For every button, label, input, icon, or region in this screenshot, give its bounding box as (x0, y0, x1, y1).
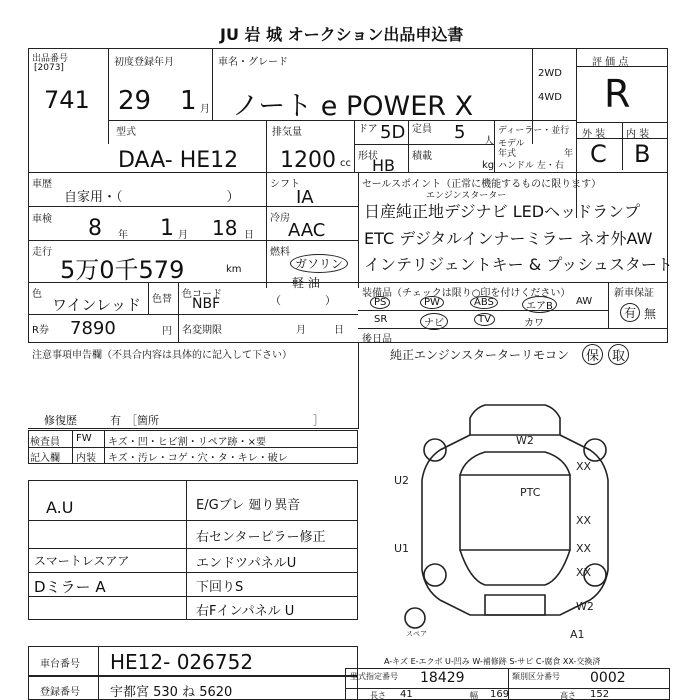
load-unit: kg (482, 160, 495, 171)
remark-right-2: 右センターピラー修正 (196, 530, 326, 545)
equipment-aw[interactable]: AW (576, 296, 593, 307)
equipment-abs[interactable]: ABS (470, 296, 498, 309)
mileage-label: 走行 (32, 247, 52, 258)
warranty-yes[interactable]: 有 (620, 303, 640, 322)
shift-label: シフト (270, 179, 300, 190)
displacement-label: 排気量 (272, 127, 302, 138)
lot-label: 出品番号 (32, 54, 69, 64)
mileage-unit: km (226, 264, 242, 275)
aircon-value: AAC (288, 220, 326, 241)
name-change-day: 日 (334, 325, 344, 336)
grade-int-label: 内 装 (626, 129, 650, 140)
remark-right-4: 下回りS (196, 580, 244, 595)
spec-length-label: 長さ (370, 691, 386, 700)
spec-width-label: 幅 (470, 691, 478, 700)
equipment-pw[interactable]: PW (420, 296, 444, 309)
repair-value: 有 (110, 414, 121, 427)
spec-class-label: 類別区分番号 (512, 672, 560, 681)
inspection-month-unit: 月 (178, 230, 188, 241)
spec-width-value: 169 (490, 689, 510, 700)
lot-code: [2073] (34, 63, 64, 73)
dmg-mark-u2: U2 (394, 474, 410, 487)
body-shape-label: 形状 (358, 151, 378, 162)
load-label: 積載 (412, 151, 432, 162)
dmg-mark-xx2: XX (576, 514, 592, 527)
repair-place: ［箇所 ］ (126, 414, 324, 427)
dmg-mark-u1: U1 (394, 542, 410, 555)
spec-model-code-value: 18429 (420, 670, 465, 686)
inspector-int-items: キズ・汚レ・コゲ・穴・タ・キレ・破レ (108, 453, 288, 464)
selling-points-label: セールスポイント（正常に機能するものに限ります） (362, 179, 602, 190)
registration-month: 1 (180, 86, 197, 116)
warranty-no[interactable]: 無 (644, 307, 657, 321)
drive-4wd[interactable]: 4WD (538, 92, 562, 103)
legend-text: A-キズ E-エクボ U-凹み W-補修跡 S-サビ C-腐食 XX-交換済 (384, 657, 601, 666)
shift-value: IA (296, 187, 314, 208)
model-label: 型式 (116, 127, 136, 138)
accessories-status-yes[interactable]: 保 (582, 344, 603, 365)
inspection-label: 車検 (32, 214, 52, 225)
inspector-fw-items: キズ・凹・ヒビ割・リペア跡・×要 (108, 437, 266, 448)
displacement-unit: cc (340, 158, 351, 169)
inspection-month: 1 (160, 216, 174, 241)
doors-label: ドア (358, 124, 378, 135)
usage-label: 車歴 (32, 179, 52, 190)
remark-right-1: E/Gブレ 廻り異音 (196, 498, 301, 513)
registration-label: 初度登録年月 (114, 57, 174, 68)
color-value: ワインレッド (52, 296, 142, 314)
dmg-mark-w2-bottom: W2 (576, 600, 594, 613)
accessories-value: 純正エンジンスターターリモコン (390, 348, 570, 362)
equipment-sr[interactable]: SR (374, 314, 388, 325)
grade-ext-label: 外 装 (582, 129, 606, 140)
grade-value: R (604, 72, 631, 116)
dmg-mark-xx1: XX (576, 460, 592, 473)
accessories-label: 後日品 (362, 334, 392, 345)
inspection-day: 18 (212, 216, 238, 240)
reg-number-label: 登録番号 (40, 687, 80, 698)
inspector-int-label: 内装 (76, 453, 96, 464)
recycle-label: R券 (32, 325, 49, 336)
inspector-label1: 検査員 (30, 437, 60, 448)
drive-2wd[interactable]: 2WD (538, 68, 562, 79)
spare-tire-label: スペア (406, 630, 427, 638)
fuel-gasoline[interactable]: ガソリン (290, 254, 348, 273)
recycle-unit: 円 (162, 326, 172, 337)
inspection-day-unit: 日 (244, 230, 254, 241)
remark-left-4: Dミラー A (34, 578, 106, 596)
selling-points-note: エンジンスターター (426, 191, 507, 201)
equipment-tv[interactable]: TV (474, 313, 495, 326)
color-label: 色 (32, 289, 42, 300)
car-name-value: ノート e POWER X (232, 91, 474, 122)
name-change-label: 名変期限 (182, 325, 222, 336)
selling-points-line1: 日産純正地デジナビ LEDヘッドランプ (364, 202, 641, 221)
equipment-airbag[interactable]: エアB (522, 296, 557, 313)
form-title: JU 岩 城 オークション出品申込書 (220, 25, 464, 44)
recycle-value: 7890 (70, 318, 116, 339)
fuel-label: 燃料 (270, 247, 290, 258)
selling-points-line3: インテリジェントキー & プッシュスタート (364, 255, 673, 274)
equipment-kawa[interactable]: カワ (524, 318, 544, 329)
spec-class-value: 0002 (590, 670, 626, 686)
remark-left-3: スマートレスアア (34, 554, 130, 568)
car-damage-diagram (380, 400, 640, 640)
dmg-mark-xx4: XX (576, 566, 592, 579)
dmg-mark-w2-top: W2 (516, 434, 534, 447)
reg-number-value: 宇都宮 530 ね 5620 (110, 685, 233, 700)
capacity-unit: 人 (484, 136, 494, 147)
inspection-year-unit: 年 (118, 230, 128, 241)
name-change-month: 月 (296, 325, 306, 336)
dealer-year-label: 年式 (498, 149, 517, 159)
inspector-label2: 記入欄 (30, 453, 60, 464)
dealer-year-suffix: 年 (564, 149, 574, 159)
chassis-label: 車台番号 (40, 659, 80, 670)
model-value: DAA- HE12 (118, 148, 239, 173)
notes-label: 注意事項申告欄（不具合内容は具体的に記入して下さい） (32, 350, 292, 361)
remark-left-1: A.U (46, 498, 74, 517)
selling-points-line2: ETC デジタルインナーミラー ネオ外AW (364, 229, 653, 248)
equipment-ps[interactable]: PS (370, 296, 390, 309)
lot-number: 741 (44, 86, 90, 114)
remark-right-5: 右Fインパネル U (196, 604, 295, 619)
grade-int-value: B (634, 140, 651, 168)
new-car-warranty-label: 新車保証 (614, 288, 654, 299)
body-shape-value: HB (372, 156, 396, 175)
car-name-label: 車名・グレード (218, 57, 288, 68)
remark-right-3: エンドツパネルU (196, 556, 297, 571)
fuel-other: （ ） (270, 294, 336, 307)
spec-height-label: 高さ (560, 691, 576, 700)
capacity-label: 定員 (412, 124, 432, 135)
spec-length-value: 41 (400, 689, 413, 700)
color-code-value: NBF (192, 296, 221, 312)
registration-month-unit: 月 (200, 104, 210, 115)
inspection-year: 8 (88, 216, 102, 241)
aircon-label: 冷房 (270, 213, 290, 224)
repair-label: 修復歴 (44, 414, 77, 427)
usage-value: 自家用・（ ） (64, 190, 240, 205)
spec-height-value: 152 (590, 689, 610, 700)
dmg-mark-a1: A1 (570, 628, 585, 640)
fuel-diesel[interactable]: 軽 油 (292, 276, 320, 290)
displacement-value: 1200 (280, 148, 336, 173)
spec-model-code-label: 型式指定番号 (350, 672, 398, 681)
dealer-label: ディーラー・並行 (498, 126, 570, 136)
doors-value: 5D (380, 122, 406, 143)
color-change-label: 色替 (152, 294, 172, 305)
inspector-fw-label: FW (76, 433, 92, 444)
dmg-mark-xx3: XX (576, 542, 592, 555)
capacity-value: 5 (454, 122, 466, 143)
grade-label: 評 価 点 (592, 57, 629, 68)
color-code-label: 色コード (182, 289, 222, 300)
handle-label: ハンドル 左・右 (498, 161, 564, 171)
accessories-status-no[interactable]: 取 (608, 344, 629, 365)
remarks-table (28, 480, 358, 620)
equipment-label: 装備品（チェックは限り○印を付けください） (362, 288, 571, 299)
equipment-navi[interactable]: ナビ (420, 313, 448, 330)
grade-ext-value: C (590, 140, 607, 168)
chassis-value: HE12- 026752 (110, 650, 254, 674)
mileage-value: 5万0千579 (60, 256, 185, 284)
dealer-model-label: モデル (498, 139, 525, 149)
registration-year: 29 (118, 86, 152, 116)
dmg-mark-ptc: PTC (520, 486, 541, 499)
